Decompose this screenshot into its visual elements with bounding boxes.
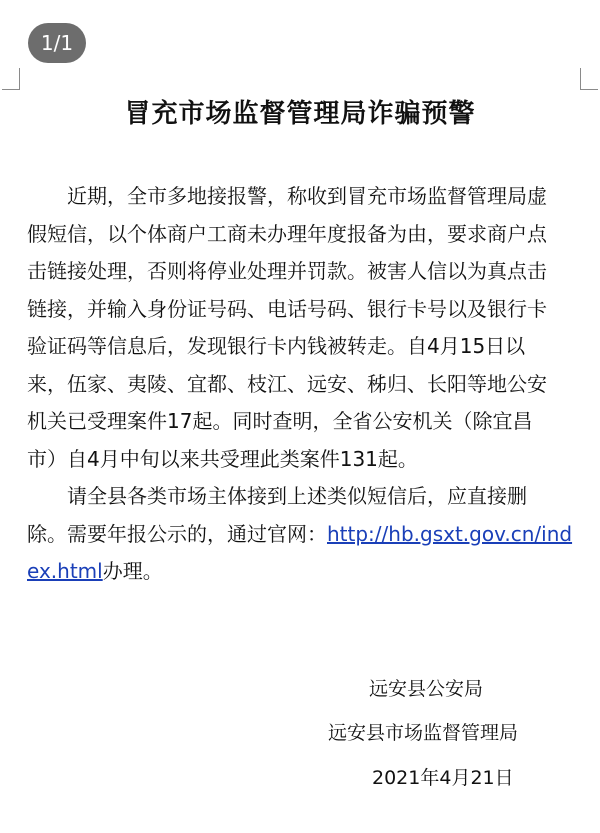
paragraph-line [27,553,587,591]
issue-date: 2021年4月21日 [372,767,514,789]
paragraph-text: 除。需要年报公示的，通过官网： [27,521,327,546]
issuer-market-regulation-bureau: 远安县市场监督管理局 [328,722,519,744]
paragraph-line [27,516,587,554]
paragraph-line: 近期，全市多地接报警，称收到冒充市场监督管理局虚 [67,184,547,208]
document-title: 冒充市场监督管理局诈骗预警 [124,99,476,129]
issuer-police-bureau: 远安县公安局 [369,678,484,700]
document-body [27,178,587,591]
gsxt-website-link-part2[interactable]: ex.html [27,559,103,583]
paragraph-line: 击链接处理，否则将停业处理并罚款。被害人信以为真点击 [27,259,547,283]
paragraph-1 [27,178,587,478]
paragraph-line: 请全县各类市场主体接到上述类似短信后，应直接删 [67,484,527,508]
paragraph-line: 假短信，以个体商户工商未办理年度报备为由，要求商户点 [27,221,547,246]
page-corner-mark-right [580,68,598,90]
page-corner-mark-left [2,68,20,90]
paragraph-line: 来，伍家、夷陵、宜都、枝江、远安、秭归、长阳等地公安 [27,371,547,396]
page-indicator-badge: 1/1 [28,23,86,63]
paragraph-line: 链接，并输入身份证号码、电话号码、银行卡号以及银行卡 [27,296,547,321]
paragraph-line: 验证码等信息后，发现银行卡内钱被转走。自4月15日以 [27,334,526,358]
paragraph-line: 机关已受理案件17起。同时查明，全省公安机关（除宜昌 [27,409,533,433]
paragraph-text: 办理。 [102,559,163,583]
paragraph-line: 市）自4月中旬以来共受理此类案件131起。 [27,446,418,471]
gsxt-website-link-part1[interactable]: http://hb.gsxt.gov.cn/ind [327,521,573,546]
paragraph-2 [27,478,587,591]
